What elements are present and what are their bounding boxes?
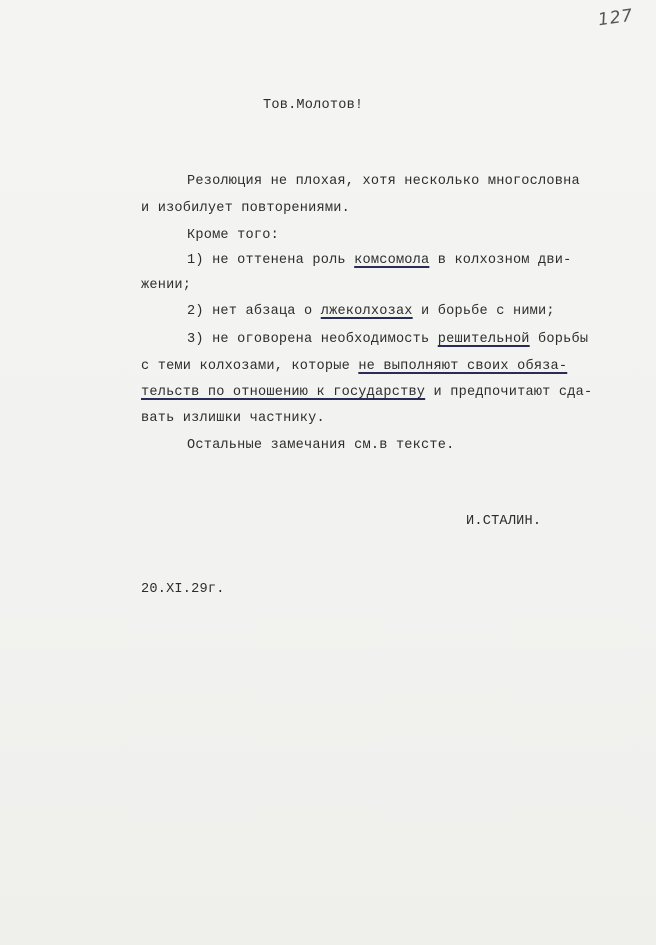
- body-line-1: Резолюция не плохая, хотя несколько многословна: [187, 174, 580, 189]
- body-line-5: жении;: [141, 278, 192, 293]
- underlined-reshitelnoy: решительной: [437, 332, 530, 347]
- date: 20.XI.29г.: [141, 582, 225, 597]
- underlined-lzhekolkhozakh: лжеколхозах: [320, 304, 413, 319]
- body-line-2: и изобилует повторениями.: [141, 201, 350, 216]
- body-line-3: Кроме того:: [187, 228, 279, 243]
- body-line-7: [187, 330, 588, 350]
- salutation: Тов.Молотов!: [263, 98, 364, 113]
- underlined-po-otnosheniyu: тельств по отношению к государству: [141, 385, 426, 400]
- signature: И.СТАЛИН.: [466, 514, 542, 529]
- handwritten-page-number: 127: [596, 5, 635, 31]
- body-line-6: [187, 302, 555, 322]
- line-9-text-end: и предпочитают сда-: [425, 385, 593, 400]
- body-line-4: [187, 251, 571, 271]
- item-1-text-end: в колхозном дви-: [429, 253, 572, 268]
- item-3-text: 3) не оговорена необходимость: [187, 332, 438, 347]
- line-8-text: с теми колхозами, которые: [141, 359, 359, 374]
- item-3-text-end: борьбы: [529, 332, 589, 347]
- item-2-text-end: и борьбе с ними;: [412, 304, 555, 319]
- underlined-ne-vypolnyayut: не выполняют своих обяза-: [358, 359, 568, 374]
- body-line-9: [141, 383, 592, 403]
- body-line-8: [141, 357, 567, 377]
- body-line-10: вать излишки частнику.: [141, 411, 325, 426]
- item-2-text: 2) нет абзаца о: [187, 304, 321, 319]
- item-1-text: 1) не оттенена роль: [187, 253, 355, 268]
- body-line-11: Остальные замечания см.в тексте.: [187, 438, 455, 453]
- underlined-komsomol: комсомола: [354, 253, 430, 268]
